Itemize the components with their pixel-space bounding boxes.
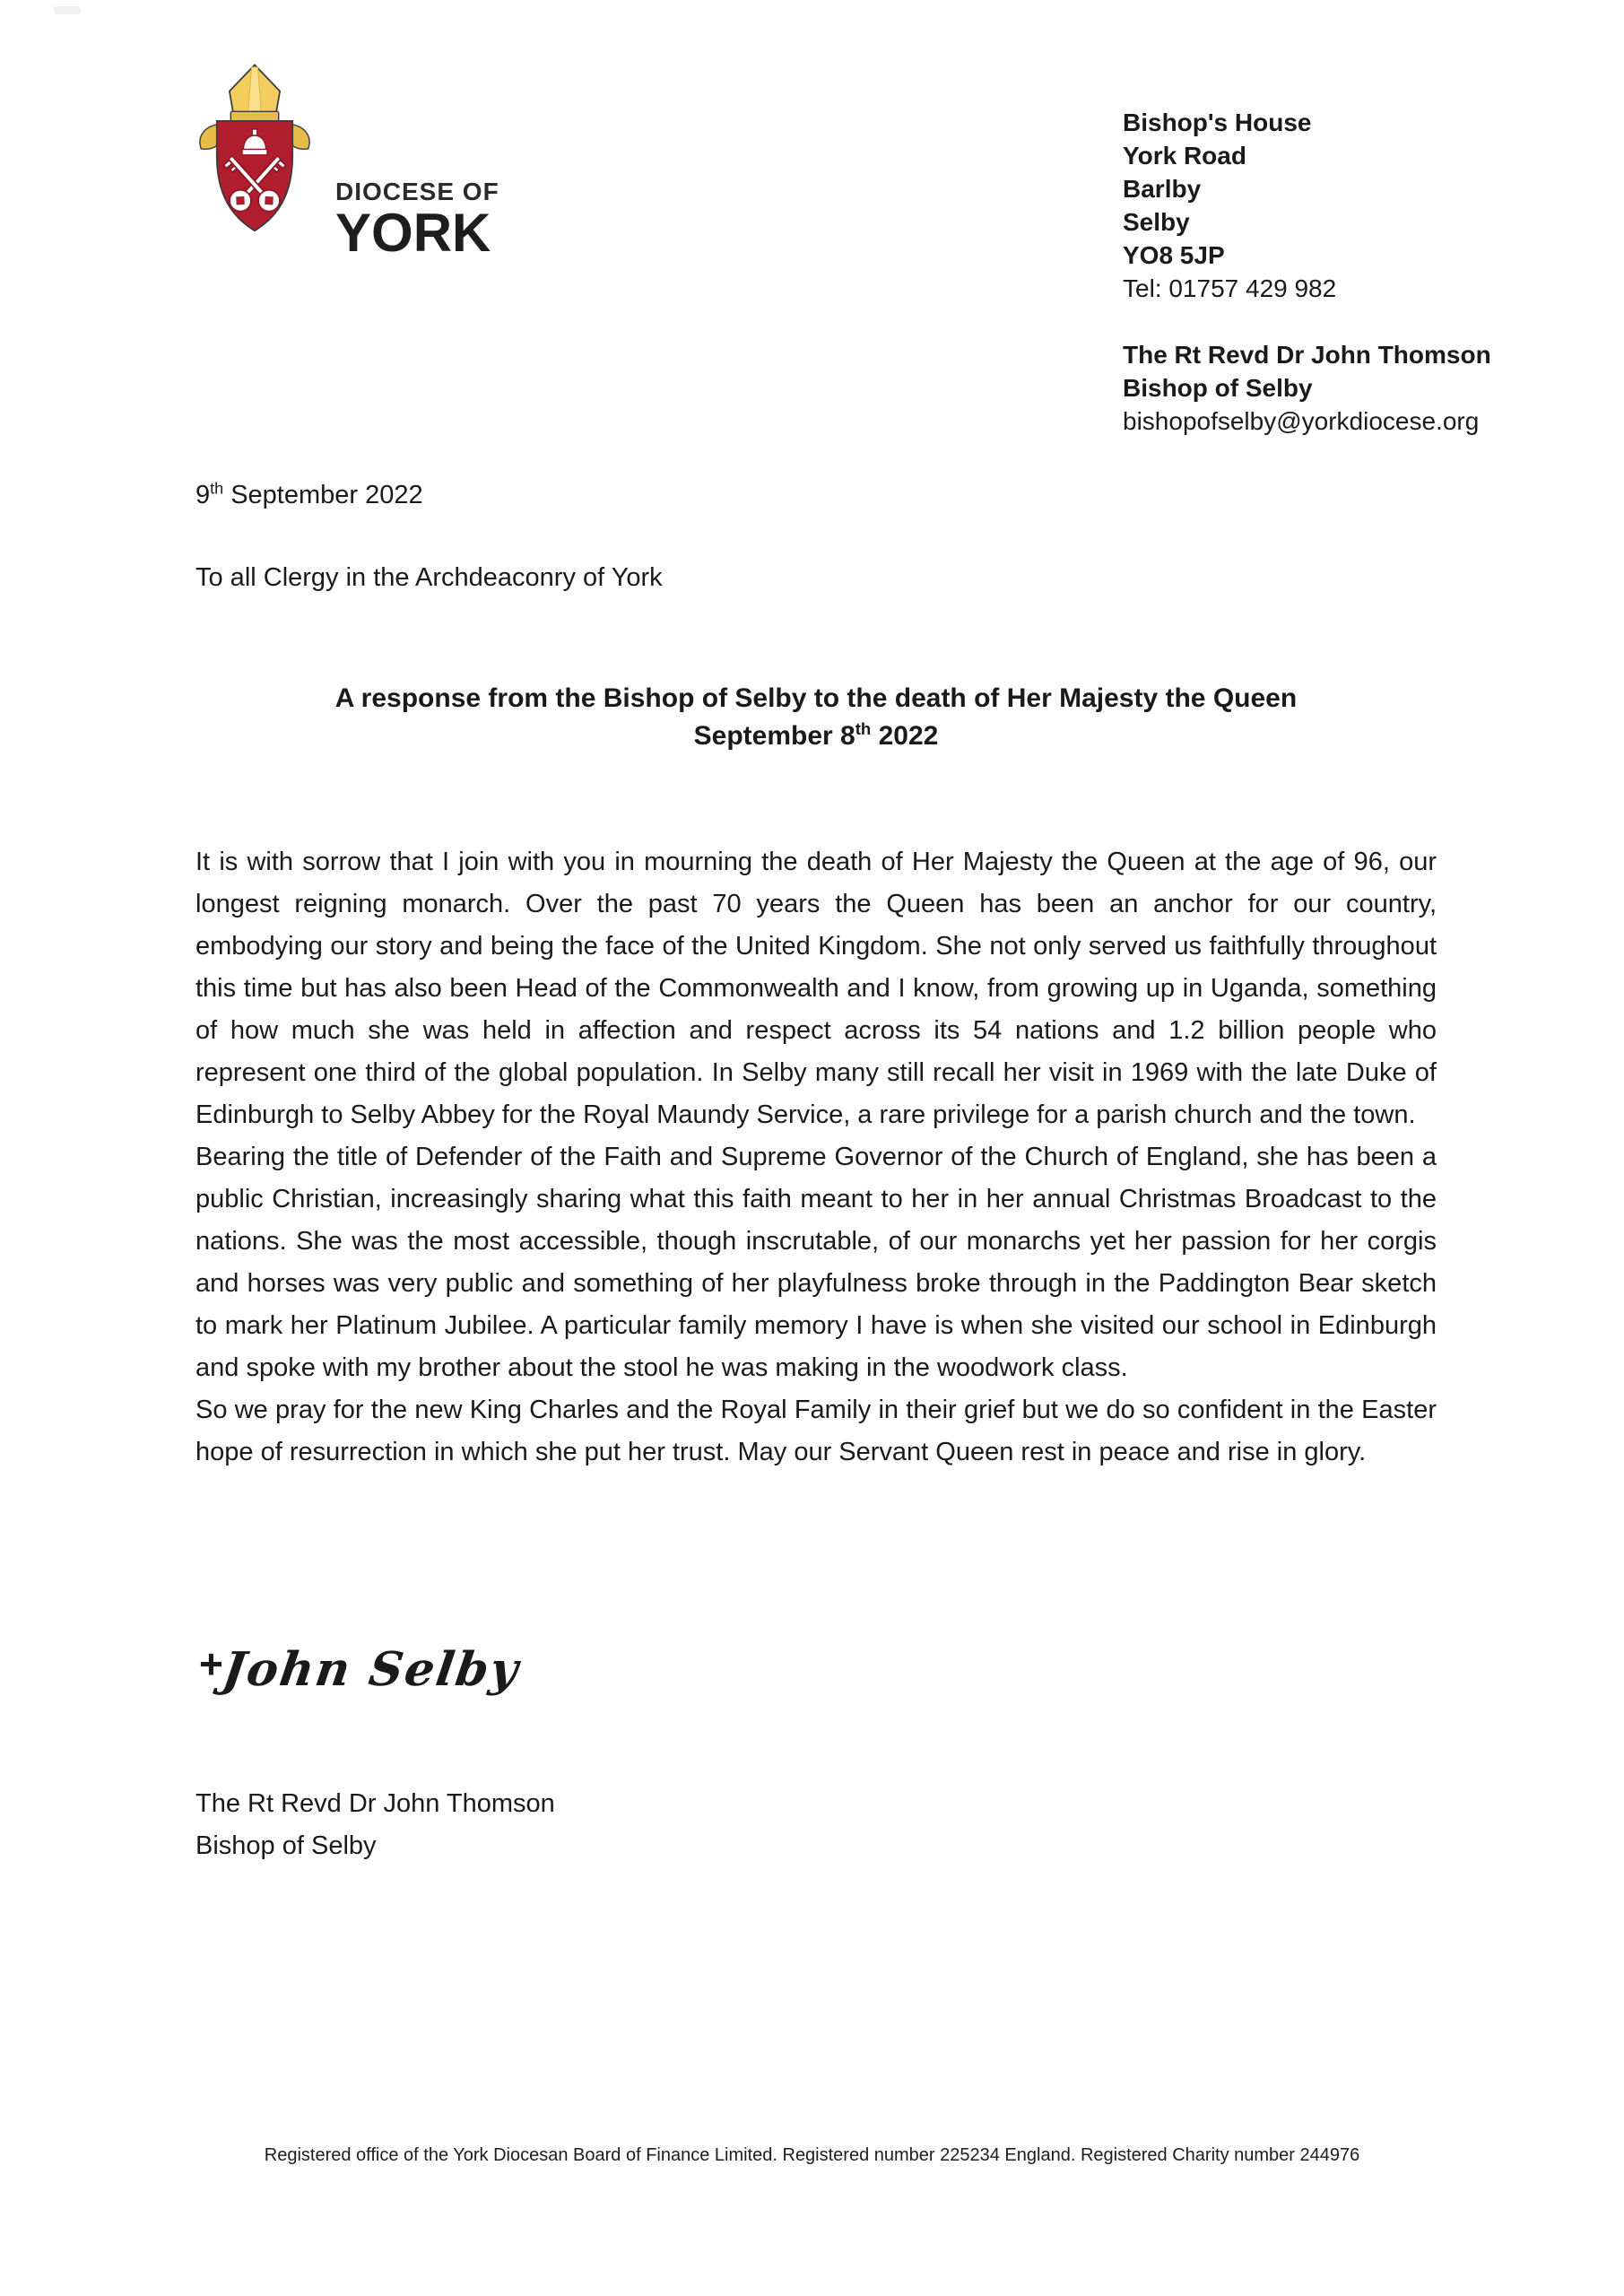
letter-title xyxy=(195,680,1437,755)
signoff-block xyxy=(195,1783,555,1867)
signoff-role: Bishop of Selby xyxy=(195,1831,377,1860)
sender-email: bishopofselby@yorkdiocese.org xyxy=(1123,407,1480,435)
diocese-crest-icon xyxy=(188,61,321,244)
title-line-1: A response from the Bishop of Selby to the death of Her Majesty the Queen xyxy=(334,683,1298,713)
telephone: Tel: 01757 429 982 xyxy=(1123,274,1337,302)
logo-text-york: YORK xyxy=(335,203,491,263)
signature-name: John Selby xyxy=(219,1642,524,1697)
signature-cross: + xyxy=(199,1640,223,1687)
address-line: York Road xyxy=(1123,142,1246,170)
sender-name: The Rt Revd Dr John Thomson xyxy=(1123,341,1491,369)
address-line: Barlby xyxy=(1123,175,1202,203)
registered-office-footer: Registered office of the York Diocesan Board of Finance Limited. Registered number 225234 England. Registered Charity number 244976 xyxy=(264,2145,1360,2165)
sender-address-block xyxy=(1123,106,1491,438)
logo-wordmark xyxy=(335,178,499,263)
paragraph-2: Bearing the title of Defender of the Faith and Supreme Governor of the Church of England, she has been a public Christian, increasingly sharing what this faith meant to her in her annual Christmas Broadcast to the nations. She was the most accessible, though inscrutable, of our monarchs yet her passion for her corgis and horses was very public and something of her playfulness broke through in the Paddington Bear sketch to mark her Platinum Jubilee. A particular family memory I have is when she visited our school in Edinburgh and spoke with my brother about the stool he was making in the woodwork class. xyxy=(195,1143,1437,1382)
logo-text-diocese-of: DIOCESE OF xyxy=(335,178,499,205)
sender-role: Bishop of Selby xyxy=(1123,374,1313,402)
handwritten-signature xyxy=(199,1639,524,1697)
scan-artifact xyxy=(54,6,81,14)
address-line: Bishop's House xyxy=(1123,109,1312,136)
paragraph-3: So we pray for the new King Charles and the Royal Family in their grief but we do so confident in the Easter hope of resurrection in which she put her trust. May our Servant Queen rest in peace and rise in glory. xyxy=(195,1396,1437,1466)
diocese-of-york-logo xyxy=(188,61,499,263)
recipient-line: To all Clergy in the Archdeaconry of York xyxy=(195,563,663,592)
letter-date: 9th September 2022 xyxy=(195,479,423,509)
address-postcode: YO8 5JP xyxy=(1123,241,1225,269)
title-line-2: September 8th 2022 xyxy=(693,719,939,751)
letter-body xyxy=(195,841,1437,1474)
paragraph-1: It is with sorrow that I join with you in mourning the death of Her Majesty the Queen at the age of 96, our longest reigning monarch. Over the past 70 years the Queen has been an anchor for our country, embodying our story and being the face of the United Kingdom. She not only served us faithfully throughout this time but has also been Head of the Commonwealth and I know, from growing up in Uganda, something of how much she was held in affection and respect across its 54 nations and 1.2 billion people who represent one third of the global population. In Selby many still recall her visit in 1969 with the late Duke of Edinburgh to Selby Abbey for the Royal Maundy Service, a rare privilege for a parish church and the town. xyxy=(195,848,1437,1129)
signoff-name: The Rt Revd Dr John Thomson xyxy=(195,1789,555,1818)
address-line: Selby xyxy=(1123,208,1190,236)
